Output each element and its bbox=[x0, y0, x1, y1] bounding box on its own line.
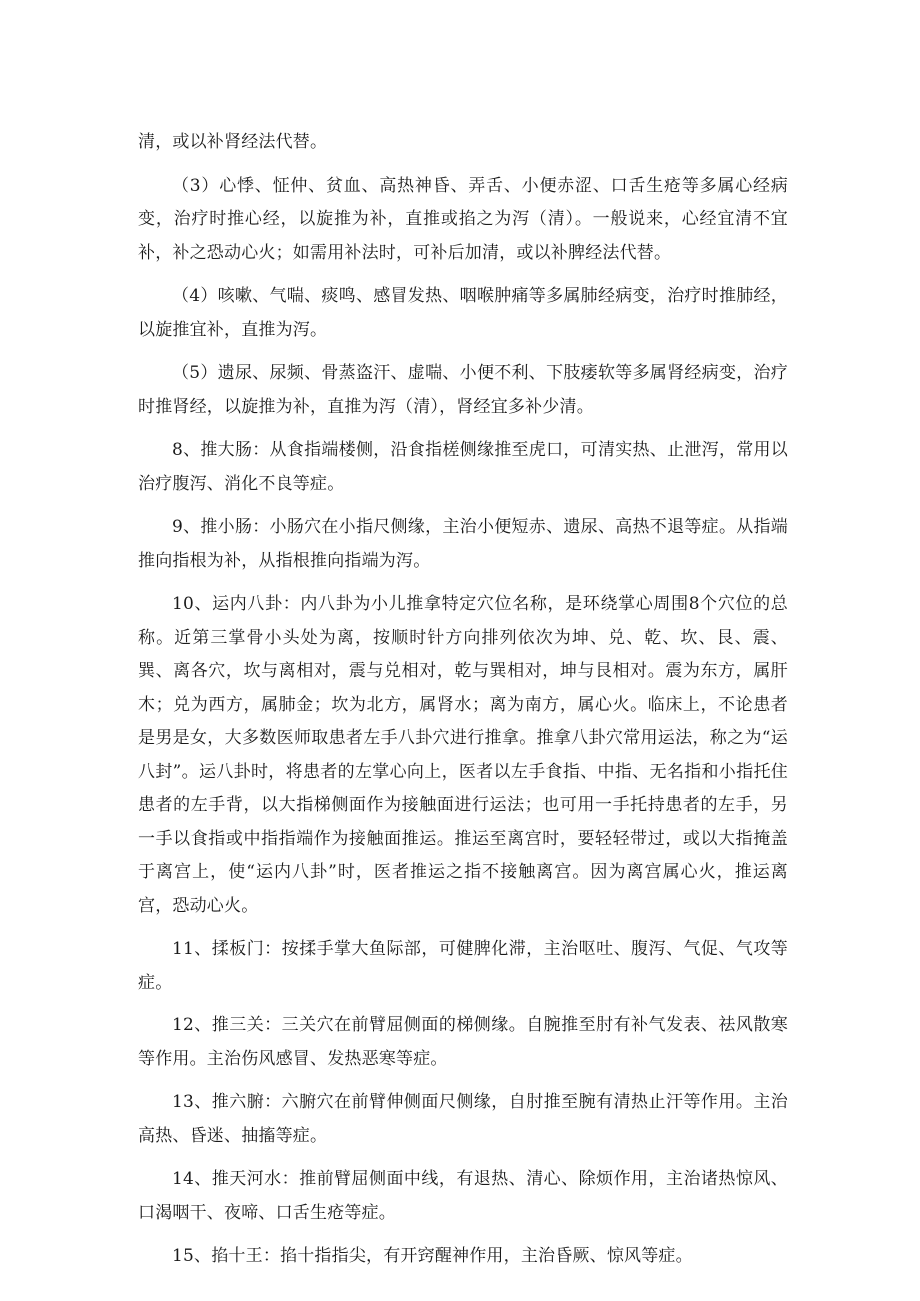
paragraph-kidney-meridian: （5）遗尿、尿频、骨蒸盗汗、虚喘、小便不利、下肢痿软等多属肾经病变，治疗时推肾经，以旋推为补，直推为泻（清），肾经宜多补少清。 bbox=[138, 363, 788, 417]
paragraph-item-14: 14、推天河水：推前臂屈侧面中线，有退热、清心、除烦作用，主治诸热惊风、口渴咽干、夜啼、口舌生疮等症。 bbox=[138, 1169, 788, 1223]
paragraph-item-11: 11、揉板门：按揉手掌大鱼际部，可健脾化滞，主治呕吐、腹泻、气促、气攻等症。 bbox=[138, 939, 788, 993]
document-body bbox=[138, 126, 788, 1284]
paragraph-continuation: 清，或以补肾经法代替。 bbox=[138, 132, 328, 152]
paragraph-item-8: 8、推大肠：从食指端楼侧，沿食指槎侧缘推至虎口，可清实热、止泄泻，常用以治疗腹泻、消化不良等症。 bbox=[138, 440, 788, 494]
paragraph-item-15: 15、掐十王：掐十指指尖，有开窍醒神作用，主治昏厥、惊风等症。 bbox=[172, 1246, 693, 1266]
paragraph-item-9: 9、推小肠：小肠穴在小指尺侧缘，主治小便短赤、遗尿、高热不退等症。从指端推向指根为补，从指根推向指端为泻。 bbox=[138, 517, 788, 571]
paragraph-heart-meridian: （3）心悸、怔仲、贫血、高热神昏、弄舌、小便赤涩、口舌生疮等多属心经病变，治疗时推心经，以旋推为补，直推或掐之为泻（清）。一般说来，心经宜清不宜补，补之恐动心火；如需用补法时，可补后加清，或以补脾经法代替。 bbox=[138, 175, 788, 263]
paragraph-item-10: 10、运内八卦：内八卦为小儿推拿特定穴位名称，是环绕掌心周围8个穴位的总称。近第三掌骨小头处为离，按顺时针方向排列依次为坤、兑、乾、坎、艮、震、巽、离各穴，坎与离相对，震与兑相对，乾与巽相对，坤与艮相对。震为东方，属肝木；兑为西方，属肺金；坎为北方，属肾水；离为南方，属心火。临床上，不论患者是男是女，大多数医师取患者左手八卦穴进行推拿。推拿八卦穴常用运法，称之为“运八封”。运八卦时，将患者的左掌心向上，医者以左手食指、中指、无名指和小指托住患者的左手背，以大指梯侧面作为接触面进行运法；也可用一手托持患者的左手，另一手以食指或中指指端作为接触面推运。推运至离宫时，要轻轻带过，或以大指掩盖于离宫上，使“运内八卦”时，医者推运之指不接触离宫。因为离宫属心火，推运离宫，恐动心火。 bbox=[138, 594, 788, 916]
paragraph-item-13: 13、推六腑：六腑穴在前臂伸侧面尺侧缘，自肘推至腕有清热止汗等作用。主治高热、昏迷、抽搐等症。 bbox=[138, 1092, 788, 1146]
paragraph-lung-meridian: （4）咳嗽、气喘、痰鸣、感冒发热、咽喉肿痛等多属肺经病变，治疗时推肺经，以旋推宜补，直推为泻。 bbox=[138, 286, 788, 340]
paragraph-item-12: 12、推三关：三关穴在前臂屈侧面的梯侧缘。自腕推至肘有补气发表、祛风散寒等作用。主治伤风感冒、发热恶寒等症。 bbox=[138, 1015, 788, 1069]
